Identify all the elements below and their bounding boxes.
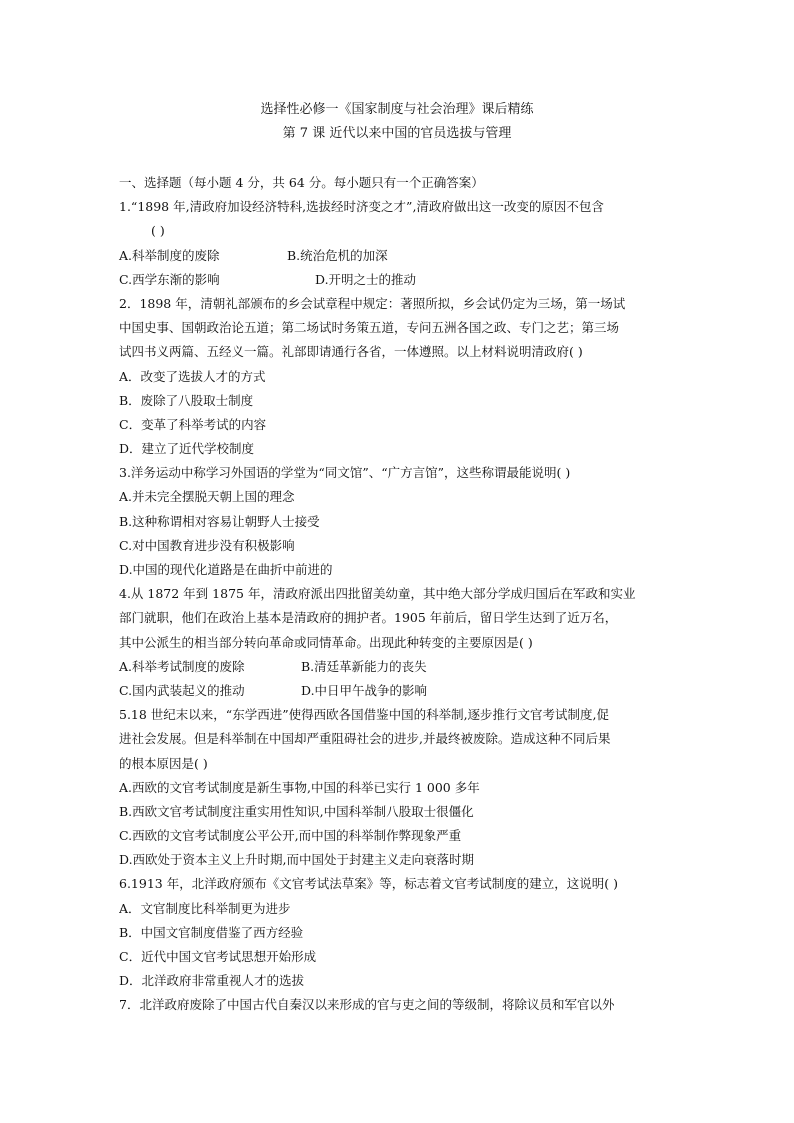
question-5-line-2: 进社会发展。但是科举制在中国却严重阻碍社会的进步,并最终被废除。造成这种不同后果 <box>119 731 611 747</box>
option: C．变革了科举考试的内容 <box>119 416 267 432</box>
question-7-line-1: 7．北洋政府废除了中国古代自秦汉以来形成的官与吏之间的等级制，将除议员和军官以外 <box>119 997 615 1013</box>
option: C．近代中国文官考试思想开始形成 <box>119 949 317 964</box>
option: D.中国的现代化道路是在曲折中前进的 <box>119 562 333 577</box>
option: B.统治危机的加深 <box>287 247 388 263</box>
section-heading: 一、选择题（每小题 4 分，共 64 分。每小题只有一个正确答案） <box>119 175 484 190</box>
question-1-options-row-2 <box>119 268 679 292</box>
document-title: 选择性必修一《国家制度与社会治理》课后精练 <box>260 102 534 117</box>
question-1-line-1: 1.“1898 年,清政府加设经济特科,选拔经时济变之才”,清政府做出这一改变的原因不包含 <box>119 199 604 215</box>
option: A.科举制度的废除 <box>119 247 220 263</box>
question-3-line-1: 3.洋务运动中称学习外国语的学堂为“同文馆”、“广方言馆”，这些称谓最能说明( ) <box>119 465 571 481</box>
option: B.西欧文官考试制度注重实用性知识,中国科举制八股取士很僵化 <box>119 803 474 819</box>
question-1-options-row-1 <box>119 244 679 268</box>
question-2-line-3: 试四书义两篇、五经义一篇。礼部即请通行各省，一体遵照。以上材料说明清政府( ) <box>119 344 583 360</box>
question-4-options-row-1 <box>119 655 679 679</box>
option: A.西欧的文官考试制度是新生事物,中国的科举已实行 1 000 多年 <box>119 779 480 795</box>
option: C.西欧的文官考试制度公平公开,而中国的科举制作弊现象严重 <box>119 828 462 844</box>
question-4-line-2: 部门就职，他们在政治上基本是清政府的拥护者。1905 年前后，留日学生达到了近万名， <box>119 610 618 626</box>
question-6-line-1: 6.1913 年，北洋政府颁布《文官考试法草案》等，标志着文官考试制度的建立，这说明( ) <box>119 876 618 892</box>
question-5-line-3: 的根本原因是( ) <box>119 755 208 771</box>
option: A．文官制度比科举制更为进步 <box>119 900 291 916</box>
option: D.西欧处于资本主义上升时期,而中国处于封建主义走向衰落时期 <box>119 852 475 868</box>
option: D.中日甲午战争的影响 <box>301 682 428 698</box>
option: D.开明之士的推动 <box>315 271 417 287</box>
option: B.清廷革新能力的丧失 <box>301 658 427 674</box>
question-list <box>119 171 679 1018</box>
question-5-line-1: 5.18 世纪末以来，“东学西进”使得西欧各国借鉴中国的科举制,逐步推行文官考试制度,促 <box>119 707 610 723</box>
option: B．废除了八股取士制度 <box>119 392 254 408</box>
question-4-options-row-2 <box>119 679 679 703</box>
option: C.国内武装起义的推动 <box>119 682 245 698</box>
option: D．北洋政府非常重视人才的选拔 <box>119 973 305 989</box>
question-2-line-1: 2．1898 年，清朝礼部颁布的乡会试章程中规定：著照所拟，乡会试仍定为三场，第一场试 <box>119 295 626 311</box>
option: A．改变了选拔人才的方式 <box>119 368 266 384</box>
option: D．建立了近代学校制度 <box>119 441 255 457</box>
question-4-line-1: 4.从 1872 年到 1875 年，清政府派出四批留美幼童，其中绝大部分学成归国后在军政和实业 <box>119 586 636 602</box>
option: C.对中国教育进步没有积极影响 <box>119 537 295 553</box>
option: B．中国文官制度借鉴了西方经验 <box>119 924 304 940</box>
question-1-answer-blank: ( ) <box>151 223 165 239</box>
question-4-line-3: 其中公派生的相当部分转向革命或同情革命。出现此种转变的主要原因是( ) <box>119 634 533 650</box>
option: C.西学东渐的影响 <box>119 271 220 287</box>
option: B.这种称谓相对容易让朝野人士接受 <box>119 513 320 529</box>
question-2-line-2: 中国史事、国朝政治论五道；第二场试时务策五道，专问五洲各国之政、专门之艺；第三场 <box>119 320 620 336</box>
option: A.并未完全摆脱天朝上国的理念 <box>119 489 295 505</box>
lesson-subtitle: 第 7 课 近代以来中国的官员选拔与管理 <box>282 126 512 141</box>
option: A.科举考试制度的废除 <box>119 658 245 674</box>
